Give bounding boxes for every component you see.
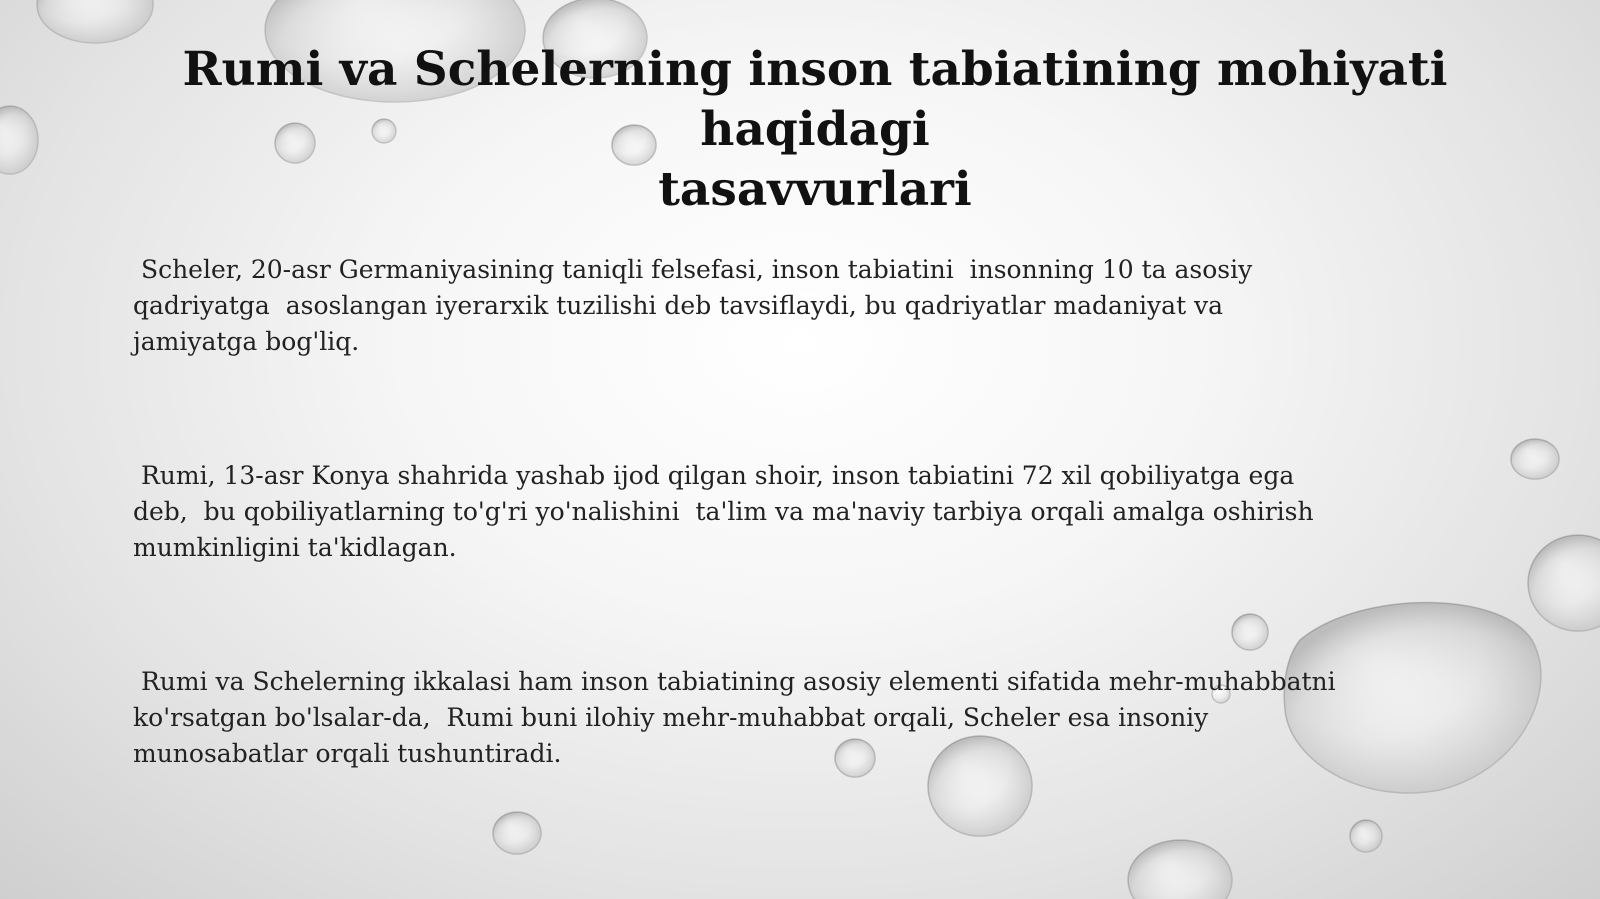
drop — [1128, 840, 1232, 899]
paragraph-scheler: Scheler, 20-asr Germaniyasining taniqli felsefasi, inson tabiatini insonning 10 ta asosiy qadriyatga asoslangan iyerarxik tuzilishi deb tavsiflaydi, bu qadriyatlar madaniyat va jamiyatga bog'liq. — [133, 255, 1253, 356]
paragraph-rumi: Rumi, 13-asr Konya shahrida yashab ijod qilgan shoir, inson tabiatini 72 xil qobiliyatga ega deb, bu qobiliyatlarning to'g'ri yo'nalishini ta'lim va ma'naviy tarbiya orqali amalga oshirish mumkinligini ta'kidlagan. — [133, 461, 1314, 562]
drop — [37, 0, 153, 43]
drop — [0, 106, 38, 174]
drop — [1511, 439, 1559, 479]
paragraph-comparison: Rumi va Schelerning ikkalasi ham inson tabiatining asosiy elementi sifatida mehr-muhabbatni ko'rsatgan bo'lsalar-da, Rumi buni ilohiy mehr-muhabbat orqali, Scheler esa insoniy munosabatlar orqali tushuntiradi. — [133, 667, 1336, 768]
title-line-1: Rumi va Schelerning inson tabiatining mohiyati haqidagi — [182, 42, 1448, 157]
slide-title — [80, 40, 1550, 220]
drop — [493, 812, 541, 854]
drop — [1350, 820, 1382, 852]
drop — [1232, 614, 1268, 650]
title-line-2: tasavvurlari — [658, 162, 972, 217]
drop — [1528, 535, 1600, 631]
